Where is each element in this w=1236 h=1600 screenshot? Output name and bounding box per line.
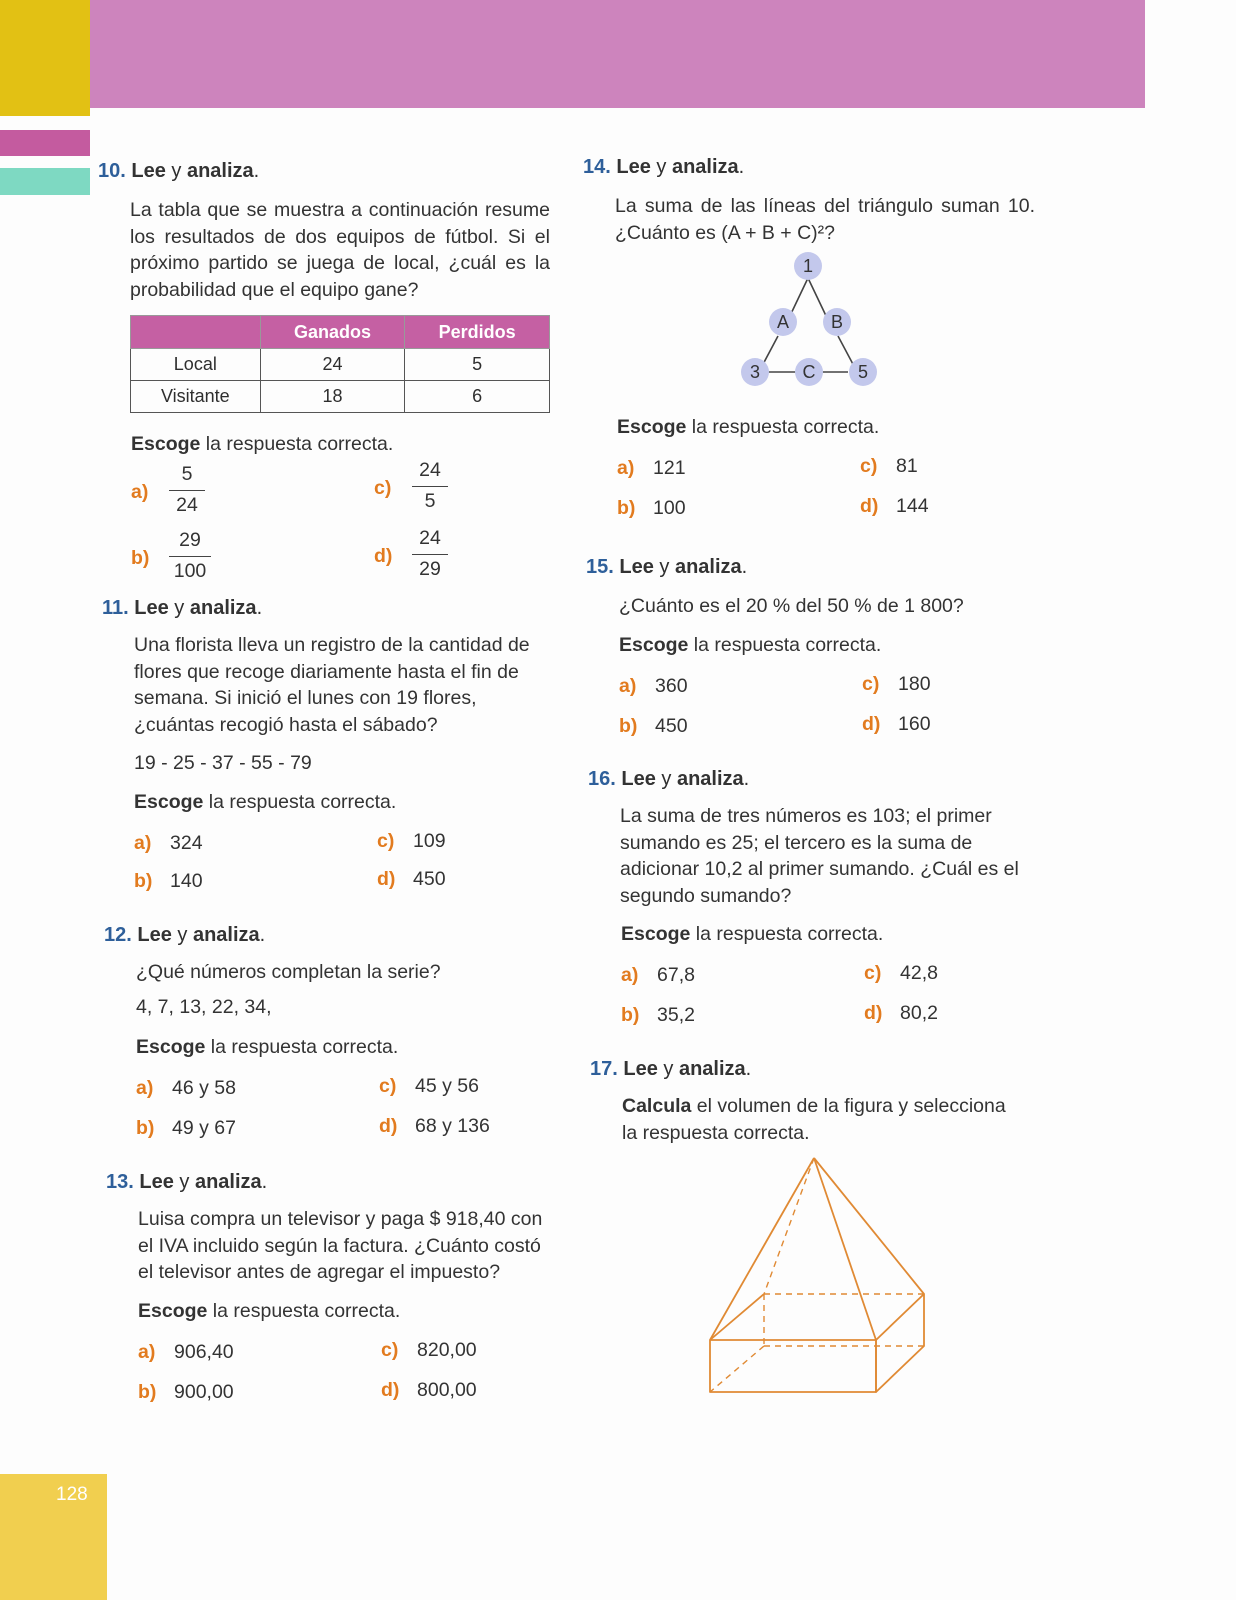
- option-b[interactable]: b) 140: [134, 869, 203, 892]
- question-heading: 12. Lee y analiza.: [104, 924, 266, 946]
- instruction: Escoge la respuesta correcta.: [138, 1299, 401, 1322]
- question-text: Luisa compra un televisor y paga $ 918,40 con el IVA incluido según la factura. ¿Cuánto costó el televisor antes de agregar el impuesto?: [138, 1208, 543, 1283]
- option-a[interactable]: a) 46 y 58: [136, 1077, 236, 1099]
- answer-options: [134, 825, 562, 907]
- instruction: Escoge la respuesta correcta.: [134, 790, 397, 813]
- question-heading: 14. Lee y analiza.: [583, 156, 745, 178]
- option-c[interactable]: c) 45 y 56: [379, 1075, 479, 1097]
- question-14: [583, 155, 1043, 532]
- option-d[interactable]: d) 68 y 136: [379, 1115, 490, 1137]
- question-heading: 16. Lee y analiza.: [588, 768, 750, 790]
- side-tab-pink: [0, 130, 90, 156]
- table-cell: Local: [131, 349, 261, 381]
- option-d[interactable]: d) 144: [860, 495, 929, 517]
- results-table: [130, 315, 550, 413]
- question-15: [586, 555, 1046, 750]
- question-11: [102, 596, 562, 907]
- question-13: [106, 1170, 566, 1416]
- option-b[interactable]: b) 100: [617, 497, 686, 519]
- number-triangle: [733, 250, 933, 400]
- answer-options: a) 5 24 b) 29 100 c) 24 5 d) 24 29: [131, 463, 558, 593]
- option-a[interactable]: a) 67,8: [621, 964, 695, 986]
- side-tab-teal: [0, 168, 90, 195]
- answer-options: [621, 957, 1048, 1039]
- triangle-top-label: 1: [802, 256, 814, 276]
- question-heading: 15. Lee y analiza.: [586, 556, 748, 578]
- instruction: Escoge la respuesta correcta.: [136, 1036, 399, 1058]
- question-heading: 13. Lee y analiza.: [106, 1171, 268, 1193]
- instruction: Escoge la respuesta correcta.: [131, 433, 394, 455]
- question-text: Una florista lleva un registro de la cantidad de flores que recoge diariamente hasta el fin de semana. Si inició el lunes con 19 flores, ¿cuántas recogió hasta el sábado?: [134, 634, 530, 736]
- table-cell: Visitante: [131, 381, 261, 413]
- instruction: Escoge la respuesta correcta.: [617, 416, 880, 438]
- triangle-left-label: 3: [749, 362, 761, 382]
- instruction: Escoge la respuesta correcta.: [621, 923, 884, 945]
- question-text: La suma de tres números es 103; el primer sumando es 25; el tercero es la suma de adicionar 10,2 al primer sumando. ¿Cuál es el segundo sumando?: [620, 805, 1019, 907]
- table-cell: 24: [260, 349, 405, 381]
- question-heading: 17. Lee y analiza.: [590, 1058, 752, 1080]
- option-c[interactable]: c) 820,00: [381, 1338, 477, 1361]
- table-header: Ganados: [260, 316, 405, 349]
- fraction-bar: [169, 556, 211, 557]
- option-b[interactable]: b) 900,00: [138, 1380, 234, 1403]
- header-band: [90, 0, 1145, 108]
- option-d[interactable]: d) 450: [377, 867, 446, 890]
- table-row: [131, 381, 550, 413]
- fraction-bar: [412, 554, 448, 555]
- option-d[interactable]: d) 160: [862, 712, 931, 735]
- question-10: [98, 159, 558, 593]
- option-b[interactable]: b) 35,2: [621, 1004, 695, 1026]
- option-c[interactable]: c) 42,8: [864, 962, 938, 984]
- page-number-box: [0, 1474, 107, 1600]
- prism-pyramid-figure: [700, 1150, 940, 1400]
- question-16: [588, 767, 1048, 1039]
- fraction-bar: [169, 490, 205, 491]
- number-series: 4, 7, 13, 22, 34,: [136, 995, 272, 1018]
- question-12: [104, 923, 564, 1152]
- instruction: Escoge la respuesta correcta.: [619, 633, 882, 656]
- question-text: ¿Qué números completan la serie?: [136, 961, 441, 983]
- option-a[interactable]: a) 360: [619, 674, 688, 697]
- question-text: Calcula el volumen de la figura y selecciona la respuesta correcta.: [622, 1095, 1006, 1144]
- option-c[interactable]: c) 180: [862, 672, 931, 695]
- table-cell: 5: [405, 349, 550, 381]
- answer-options: [619, 668, 1046, 750]
- table-header: Perdidos: [405, 316, 550, 349]
- triangle-right-label: 5: [857, 362, 869, 382]
- option-c[interactable]: c) 109: [377, 829, 446, 852]
- number-series: 19 - 25 - 37 - 55 - 79: [134, 752, 312, 774]
- triangle-b-label: B: [830, 312, 844, 332]
- option-a[interactable]: a) 121: [617, 457, 686, 479]
- table-header-blank: [131, 316, 261, 349]
- answer-options: [136, 1070, 564, 1152]
- triangle-a-label: A: [776, 312, 790, 332]
- table-row: [131, 349, 550, 381]
- question-heading: 11. Lee y analiza.: [102, 597, 263, 619]
- option-b[interactable]: b) 450: [619, 714, 688, 737]
- option-b[interactable]: b) 49 y 67: [136, 1117, 236, 1139]
- option-d[interactable]: d) 800,00: [381, 1378, 477, 1401]
- question-17: [590, 1057, 1050, 1146]
- option-a[interactable]: a) 324: [134, 831, 203, 854]
- option-d[interactable]: d) 80,2: [864, 1002, 938, 1024]
- fraction-bar: [412, 486, 448, 487]
- question-text: La tabla que se muestra a continuación resume los resultados de dos equipos de fútbol. Si el próximo partido se juega de local, ¿cuál es la probabilidad que el equipo gane?: [130, 199, 550, 301]
- option-c[interactable]: c) 81: [860, 455, 918, 477]
- question-text: La suma de las líneas del triángulo suman 10. ¿Cuánto es (A + B + C)²?: [615, 195, 1035, 244]
- answer-options: [617, 450, 1043, 532]
- option-a[interactable]: a) 906,40: [138, 1340, 234, 1363]
- page-number: 128: [56, 1484, 88, 1505]
- table-cell: 18: [260, 381, 405, 413]
- triangle-c-label: C: [802, 362, 816, 382]
- answer-options: [138, 1334, 566, 1416]
- table-cell: 6: [405, 381, 550, 413]
- corner-block: [0, 0, 90, 116]
- question-heading: 10. Lee y analiza.: [98, 160, 260, 182]
- question-text: ¿Cuánto es el 20 % del 50 % de 1 800?: [619, 595, 964, 617]
